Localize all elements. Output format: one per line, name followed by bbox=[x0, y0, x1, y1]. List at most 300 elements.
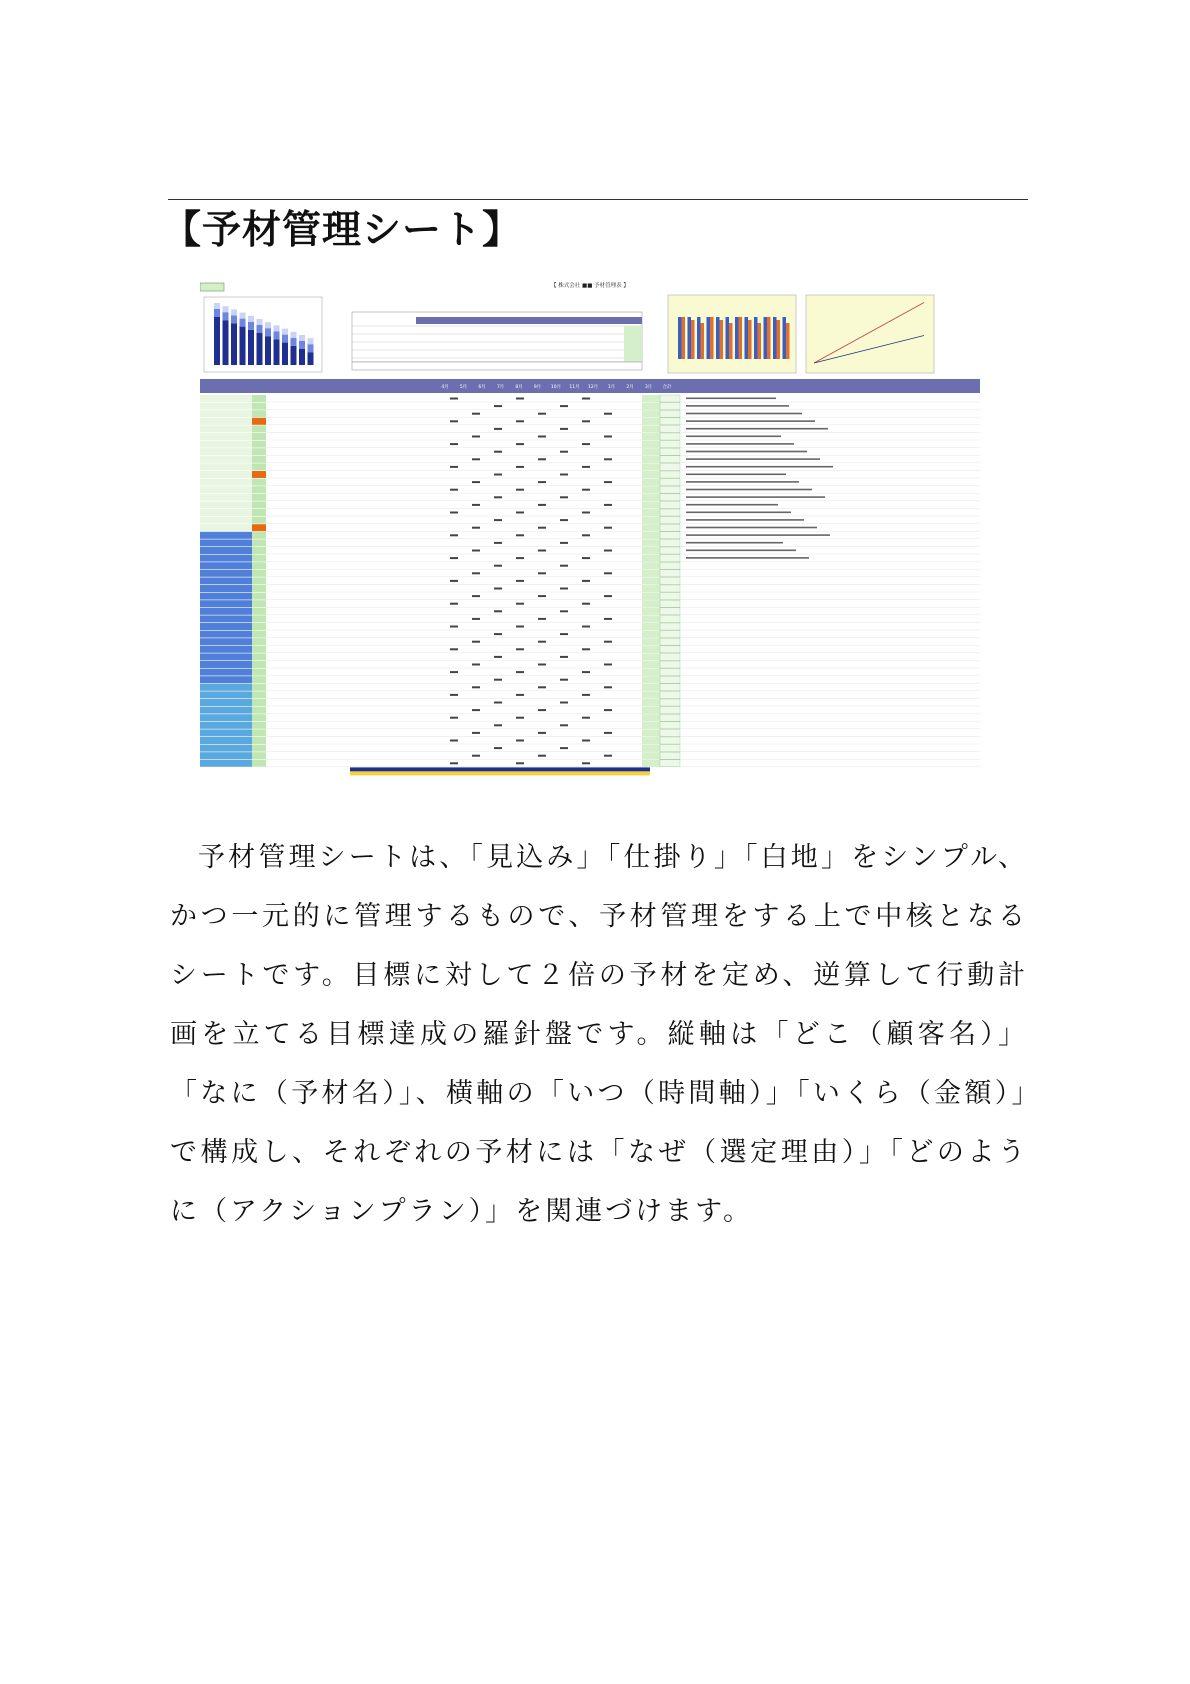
grid-value-mark bbox=[538, 641, 546, 643]
grid-value-mark bbox=[560, 679, 568, 681]
grid-value-mark bbox=[472, 527, 480, 529]
grid-total-cell bbox=[642, 577, 660, 584]
grid-row-label-cell bbox=[200, 501, 252, 508]
grid-row-label-cell bbox=[200, 699, 252, 706]
grid-total-cell bbox=[642, 570, 660, 577]
grid-total-cell bbox=[642, 479, 660, 486]
grid-value-mark bbox=[582, 740, 590, 742]
grid-date-cell bbox=[660, 608, 680, 615]
grid-total-cell bbox=[642, 752, 660, 759]
left-chart-bar bbox=[248, 322, 254, 330]
grid-total-cell bbox=[642, 623, 660, 630]
grid-value-mark bbox=[494, 451, 502, 453]
grid-status-cell bbox=[252, 539, 266, 546]
left-chart-bar bbox=[214, 309, 220, 317]
grid-note-mark bbox=[686, 428, 828, 430]
grid-value-mark bbox=[516, 694, 524, 696]
grid-total-cell bbox=[642, 532, 660, 539]
grid-value-mark bbox=[450, 603, 458, 605]
grid-total-cell bbox=[642, 463, 660, 470]
right-chart-bar bbox=[777, 320, 781, 359]
grid-status-cell bbox=[252, 517, 266, 524]
grid-value-mark bbox=[472, 664, 480, 666]
right-chart-bar bbox=[773, 317, 777, 359]
grid-value-mark bbox=[604, 664, 612, 666]
grid-total-cell bbox=[642, 562, 660, 569]
grid-month-label: 11月 bbox=[569, 385, 580, 390]
grid-value-mark bbox=[538, 413, 546, 415]
grid-date-cell bbox=[660, 600, 680, 607]
grid-value-mark bbox=[450, 466, 458, 468]
right-chart-bar bbox=[754, 317, 758, 359]
grid-status-cell bbox=[252, 752, 266, 759]
grid-date-cell bbox=[660, 691, 680, 698]
grid-value-mark bbox=[516, 420, 524, 422]
grid-total-cell bbox=[642, 471, 660, 478]
grid-total-cell bbox=[642, 410, 660, 417]
grid-value-mark bbox=[450, 648, 458, 650]
sheet-tag bbox=[200, 283, 224, 291]
left-chart-bar bbox=[223, 306, 229, 312]
grid-date-cell bbox=[660, 471, 680, 478]
grid-status-cell bbox=[252, 410, 266, 417]
grid-status-cell bbox=[252, 623, 266, 630]
grid-value-mark bbox=[450, 694, 458, 696]
grid-total-cell bbox=[642, 494, 660, 501]
grid-row-label-cell bbox=[200, 562, 252, 569]
left-chart-bar bbox=[240, 327, 246, 365]
yozai-sheet-image bbox=[200, 277, 980, 787]
grid-total-cell bbox=[642, 600, 660, 607]
spreadsheet-screenshot bbox=[200, 277, 980, 787]
grid-total-cell bbox=[642, 555, 660, 562]
grid-row-label-cell bbox=[200, 714, 252, 721]
grid-note-mark bbox=[686, 481, 799, 483]
grid-value-mark bbox=[494, 610, 502, 612]
grid-value-mark bbox=[516, 466, 524, 468]
grid-status-cell bbox=[252, 532, 266, 539]
grid-row-label-cell bbox=[200, 600, 252, 607]
grid-value-mark bbox=[516, 671, 524, 673]
grid-total-cell bbox=[642, 448, 660, 455]
grid-date-cell bbox=[660, 555, 680, 562]
left-chart-bar bbox=[248, 316, 254, 322]
grid-row-label-cell bbox=[200, 395, 252, 402]
grid-status-cell bbox=[252, 722, 266, 729]
grid-status-cell bbox=[252, 684, 266, 691]
left-chart-bar bbox=[223, 320, 229, 365]
grid-date-cell bbox=[660, 448, 680, 455]
grid-status-cell bbox=[252, 479, 266, 486]
grid-note-mark bbox=[686, 512, 791, 514]
right-chart-bar bbox=[748, 320, 752, 359]
grid-total-row bbox=[350, 767, 650, 771]
grid-value-mark bbox=[604, 481, 612, 483]
left-chart-bar bbox=[274, 331, 280, 339]
grid-month-label: 8月 bbox=[515, 385, 523, 390]
grid-status-cell bbox=[252, 509, 266, 516]
grid-value-mark bbox=[604, 641, 612, 643]
grid-value-mark bbox=[450, 534, 458, 536]
grid-note-mark bbox=[686, 542, 783, 544]
grid-value-mark bbox=[450, 420, 458, 422]
grid-value-mark bbox=[582, 694, 590, 696]
grid-row-label-cell bbox=[200, 425, 252, 432]
grid-value-mark bbox=[560, 656, 568, 658]
grid-month-label: 12月 bbox=[587, 385, 599, 390]
grid-note-mark bbox=[686, 557, 809, 559]
left-chart-bar bbox=[308, 352, 314, 365]
grid-value-mark bbox=[604, 550, 612, 552]
grid-total-cell bbox=[642, 669, 660, 676]
grid-value-mark bbox=[450, 398, 458, 400]
grid-value-mark bbox=[516, 534, 524, 536]
grid-total-cell bbox=[642, 608, 660, 615]
grid-value-mark bbox=[494, 474, 502, 476]
grid-date-cell bbox=[660, 669, 680, 676]
grid-total-cell bbox=[642, 729, 660, 736]
grid-status-cell bbox=[252, 547, 266, 554]
left-chart-bar bbox=[274, 325, 280, 331]
right-chart-bar bbox=[735, 317, 739, 359]
grid-value-mark bbox=[538, 664, 546, 666]
grid-date-cell bbox=[660, 456, 680, 463]
grid-date-cell bbox=[660, 653, 680, 660]
left-chart-bar bbox=[282, 343, 288, 365]
right-chart-bar bbox=[786, 323, 790, 359]
grid-value-mark bbox=[604, 458, 612, 460]
grid-row-label-cell bbox=[200, 661, 252, 668]
grid-date-cell bbox=[660, 418, 680, 425]
grid-total-cell bbox=[642, 722, 660, 729]
grid-status-cell bbox=[252, 471, 266, 478]
grid-row-label-cell bbox=[200, 433, 252, 440]
grid-total-cell bbox=[642, 714, 660, 721]
grid-total-row bbox=[350, 771, 650, 775]
left-chart-bar bbox=[274, 339, 280, 365]
grid-date-cell bbox=[660, 745, 680, 752]
grid-status-cell bbox=[252, 395, 266, 402]
grid-row-label-cell bbox=[200, 745, 252, 752]
grid-total-cell bbox=[642, 661, 660, 668]
grid-date-cell bbox=[660, 486, 680, 493]
grid-note-mark bbox=[686, 466, 833, 468]
grid-status-cell bbox=[252, 699, 266, 706]
grid-note-mark bbox=[686, 420, 815, 422]
grid-value-mark bbox=[450, 443, 458, 445]
grid-row-label-cell bbox=[200, 479, 252, 486]
grid-value-mark bbox=[582, 648, 590, 650]
grid-row-label-cell bbox=[200, 471, 252, 478]
grid-status-cell bbox=[252, 646, 266, 653]
grid-value-mark bbox=[538, 572, 546, 574]
grid-value-mark bbox=[472, 504, 480, 506]
grid-value-mark bbox=[472, 732, 480, 734]
grid-value-mark bbox=[538, 595, 546, 597]
grid-status-cell bbox=[252, 418, 266, 425]
grid-month-label: 4月 bbox=[441, 385, 449, 390]
grid-status-cell bbox=[252, 433, 266, 440]
grid-date-cell bbox=[660, 562, 680, 569]
grid-row-label-cell bbox=[200, 737, 252, 744]
left-chart-bar bbox=[257, 325, 263, 333]
grid-value-mark bbox=[560, 451, 568, 453]
left-chart-bar bbox=[299, 335, 305, 341]
grid-date-cell bbox=[660, 509, 680, 516]
grid-value-mark bbox=[516, 648, 524, 650]
grid-status-cell bbox=[252, 486, 266, 493]
left-chart-bar bbox=[282, 329, 288, 335]
grid-total-cell bbox=[642, 745, 660, 752]
right-chart-bar bbox=[726, 317, 730, 359]
grid-row-label-cell bbox=[200, 676, 252, 683]
left-chart-bar bbox=[214, 317, 220, 365]
left-chart-bar bbox=[248, 330, 254, 365]
grid-value-mark bbox=[538, 709, 546, 711]
grid-value-mark bbox=[450, 762, 458, 764]
grid-total-cell bbox=[642, 425, 660, 432]
grid-total-cell bbox=[642, 684, 660, 691]
grid-status-cell bbox=[252, 631, 266, 638]
grid-value-mark bbox=[516, 398, 524, 400]
grid-date-cell bbox=[660, 585, 680, 592]
grid-row-label-cell bbox=[200, 631, 252, 638]
grid-total-cell bbox=[642, 707, 660, 714]
grid-note-mark bbox=[686, 496, 825, 498]
grid-row-label-cell bbox=[200, 494, 252, 501]
grid-value-mark bbox=[560, 724, 568, 726]
grid-value-mark bbox=[538, 686, 546, 688]
grid-total-cell bbox=[642, 433, 660, 440]
grid-status-cell bbox=[252, 448, 266, 455]
sheet-title: 【 株式会社 ■■ 予材管理表 】 bbox=[551, 283, 629, 289]
grid-month-label: 3月 bbox=[644, 385, 653, 390]
grid-value-mark bbox=[472, 686, 480, 688]
grid-value-mark bbox=[450, 512, 458, 514]
grid-row-label-cell bbox=[200, 486, 252, 493]
grid-date-cell bbox=[660, 479, 680, 486]
grid-note-mark bbox=[686, 489, 812, 491]
grid-row-label-cell bbox=[200, 410, 252, 417]
grid-value-mark bbox=[472, 755, 480, 757]
grid-value-mark bbox=[516, 717, 524, 719]
left-chart-bar bbox=[291, 332, 297, 338]
grid-row-label-cell bbox=[200, 691, 252, 698]
grid-total-cell bbox=[642, 486, 660, 493]
grid-note-mark bbox=[686, 519, 804, 521]
grid-total-cell bbox=[642, 441, 660, 448]
left-chart-bar bbox=[214, 303, 220, 309]
grid-value-mark bbox=[560, 496, 568, 498]
grid-date-cell bbox=[660, 532, 680, 539]
right-chart-bar bbox=[767, 317, 771, 359]
grid-note-mark bbox=[686, 451, 807, 453]
summary-header bbox=[416, 317, 642, 324]
left-chart-bar bbox=[299, 341, 305, 349]
grid-row-label-cell bbox=[200, 669, 252, 676]
grid-date-cell bbox=[660, 676, 680, 683]
grid-value-mark bbox=[472, 413, 480, 415]
grid-value-mark bbox=[582, 443, 590, 445]
grid-value-mark bbox=[560, 519, 568, 521]
grid-date-cell bbox=[660, 539, 680, 546]
grid-value-mark bbox=[494, 747, 502, 749]
grid-value-mark bbox=[516, 512, 524, 514]
grid-month-label: 合計 bbox=[662, 385, 672, 390]
left-chart-bar bbox=[291, 338, 297, 346]
grid-row-label-cell bbox=[200, 441, 252, 448]
grid-note-mark bbox=[686, 405, 789, 407]
grid-note-mark bbox=[686, 398, 776, 400]
grid-value-mark bbox=[538, 550, 546, 552]
grid-status-cell bbox=[252, 600, 266, 607]
grid-value-mark bbox=[582, 420, 590, 422]
grid-date-cell bbox=[660, 714, 680, 721]
grid-row-label-cell bbox=[200, 752, 252, 759]
grid-note-mark bbox=[686, 504, 778, 506]
grid-row-label-cell bbox=[200, 463, 252, 470]
left-chart-bar bbox=[308, 344, 314, 352]
right-chart-bar bbox=[678, 317, 682, 359]
grid-value-mark bbox=[472, 618, 480, 620]
grid-row-label-cell bbox=[200, 623, 252, 630]
grid-value-mark bbox=[582, 466, 590, 468]
grid-date-cell bbox=[660, 410, 680, 417]
grid-date-cell bbox=[660, 722, 680, 729]
grid-row-label-cell bbox=[200, 722, 252, 729]
grid-month-label: 9月 bbox=[533, 385, 542, 390]
grid-date-cell bbox=[660, 570, 680, 577]
grid-month-label: 7月 bbox=[496, 385, 505, 390]
grid-value-mark bbox=[560, 405, 568, 407]
grid-value-mark bbox=[604, 755, 612, 757]
grid-row-label-cell bbox=[200, 448, 252, 455]
grid-row-label-cell bbox=[200, 593, 252, 600]
grid-value-mark bbox=[582, 557, 590, 559]
grid-row-label-cell bbox=[200, 418, 252, 425]
grid-row-label-cell bbox=[200, 547, 252, 554]
grid-value-mark bbox=[472, 572, 480, 574]
right-chart-bar bbox=[783, 317, 787, 359]
grid-date-cell bbox=[660, 395, 680, 402]
grid-value-mark bbox=[516, 557, 524, 559]
grid-row-label-cell bbox=[200, 646, 252, 653]
grid-date-cell bbox=[660, 425, 680, 432]
grid-value-mark bbox=[494, 428, 502, 430]
grid-value-mark bbox=[582, 512, 590, 514]
right-chart-bar bbox=[720, 320, 724, 359]
grid-date-cell bbox=[660, 699, 680, 706]
grid-value-mark bbox=[538, 436, 546, 438]
grid-row-label-cell bbox=[200, 517, 252, 524]
right-chart-bar bbox=[697, 317, 701, 359]
grid-date-cell bbox=[660, 547, 680, 554]
grid-value-mark bbox=[494, 565, 502, 567]
grid-value-mark bbox=[538, 755, 546, 757]
grid-date-cell bbox=[660, 752, 680, 759]
grid-status-cell bbox=[252, 570, 266, 577]
grid-status-cell bbox=[252, 691, 266, 698]
grid-value-mark bbox=[582, 717, 590, 719]
grid-note-mark bbox=[686, 474, 786, 476]
grid-status-cell bbox=[252, 585, 266, 592]
grid-value-mark bbox=[516, 443, 524, 445]
grid-total-cell bbox=[642, 676, 660, 683]
grid-value-mark bbox=[560, 702, 568, 704]
grid-total-cell bbox=[642, 585, 660, 592]
grid-value-mark bbox=[560, 542, 568, 544]
grid-total-cell bbox=[642, 456, 660, 463]
left-chart-bar bbox=[299, 349, 305, 365]
grid-month-label: 10月 bbox=[550, 385, 562, 390]
grid-value-mark bbox=[582, 534, 590, 536]
grid-date-cell bbox=[660, 623, 680, 630]
left-chart-bar bbox=[223, 312, 229, 320]
grid-total-cell bbox=[642, 539, 660, 546]
grid-status-cell bbox=[252, 456, 266, 463]
grid-date-cell bbox=[660, 494, 680, 501]
grid-status-cell bbox=[252, 562, 266, 569]
grid-value-mark bbox=[538, 527, 546, 529]
grid-status-cell bbox=[252, 714, 266, 721]
grid-value-mark bbox=[560, 747, 568, 749]
left-chart-bar bbox=[231, 315, 237, 323]
grid-date-cell bbox=[660, 441, 680, 448]
grid-total-cell bbox=[642, 501, 660, 508]
grid-value-mark bbox=[582, 603, 590, 605]
grid-total-cell bbox=[642, 760, 660, 767]
grid-value-mark bbox=[450, 580, 458, 582]
left-chart-bar bbox=[265, 336, 271, 365]
right-chart-bar bbox=[710, 317, 714, 359]
grid-date-cell bbox=[660, 577, 680, 584]
grid-total-cell bbox=[642, 524, 660, 531]
grid-row-label-cell bbox=[200, 729, 252, 736]
grid-status-cell bbox=[252, 501, 266, 508]
grid-value-mark bbox=[516, 740, 524, 742]
grid-total-cell bbox=[642, 395, 660, 402]
grid-value-mark bbox=[472, 550, 480, 552]
grid-row-label-cell bbox=[200, 707, 252, 714]
grid-value-mark bbox=[582, 626, 590, 628]
grid-total-cell bbox=[642, 403, 660, 410]
grid-status-cell bbox=[252, 403, 266, 410]
grid-row-label-cell bbox=[200, 684, 252, 691]
grid-date-cell bbox=[660, 593, 680, 600]
grid-value-mark bbox=[604, 436, 612, 438]
grid-month-label: 5月 bbox=[459, 385, 468, 390]
grid-value-mark bbox=[538, 481, 546, 483]
grid-value-mark bbox=[560, 588, 568, 590]
grid-row-label-cell bbox=[200, 653, 252, 660]
grid-total-cell bbox=[642, 509, 660, 516]
right-line-chart bbox=[806, 295, 934, 373]
grid-row-label-cell bbox=[200, 638, 252, 645]
grid-value-mark bbox=[494, 588, 502, 590]
grid-value-mark bbox=[450, 671, 458, 673]
grid-total-cell bbox=[642, 593, 660, 600]
grid-value-mark bbox=[494, 656, 502, 658]
right-chart-bar bbox=[688, 317, 692, 359]
grid-status-cell bbox=[252, 676, 266, 683]
grid-row-label-cell bbox=[200, 585, 252, 592]
grid-status-cell bbox=[252, 441, 266, 448]
grid-value-mark bbox=[604, 709, 612, 711]
grid-note-mark bbox=[686, 443, 794, 445]
grid-total-cell bbox=[642, 737, 660, 744]
grid-value-mark bbox=[604, 686, 612, 688]
grid-total-cell bbox=[642, 653, 660, 660]
